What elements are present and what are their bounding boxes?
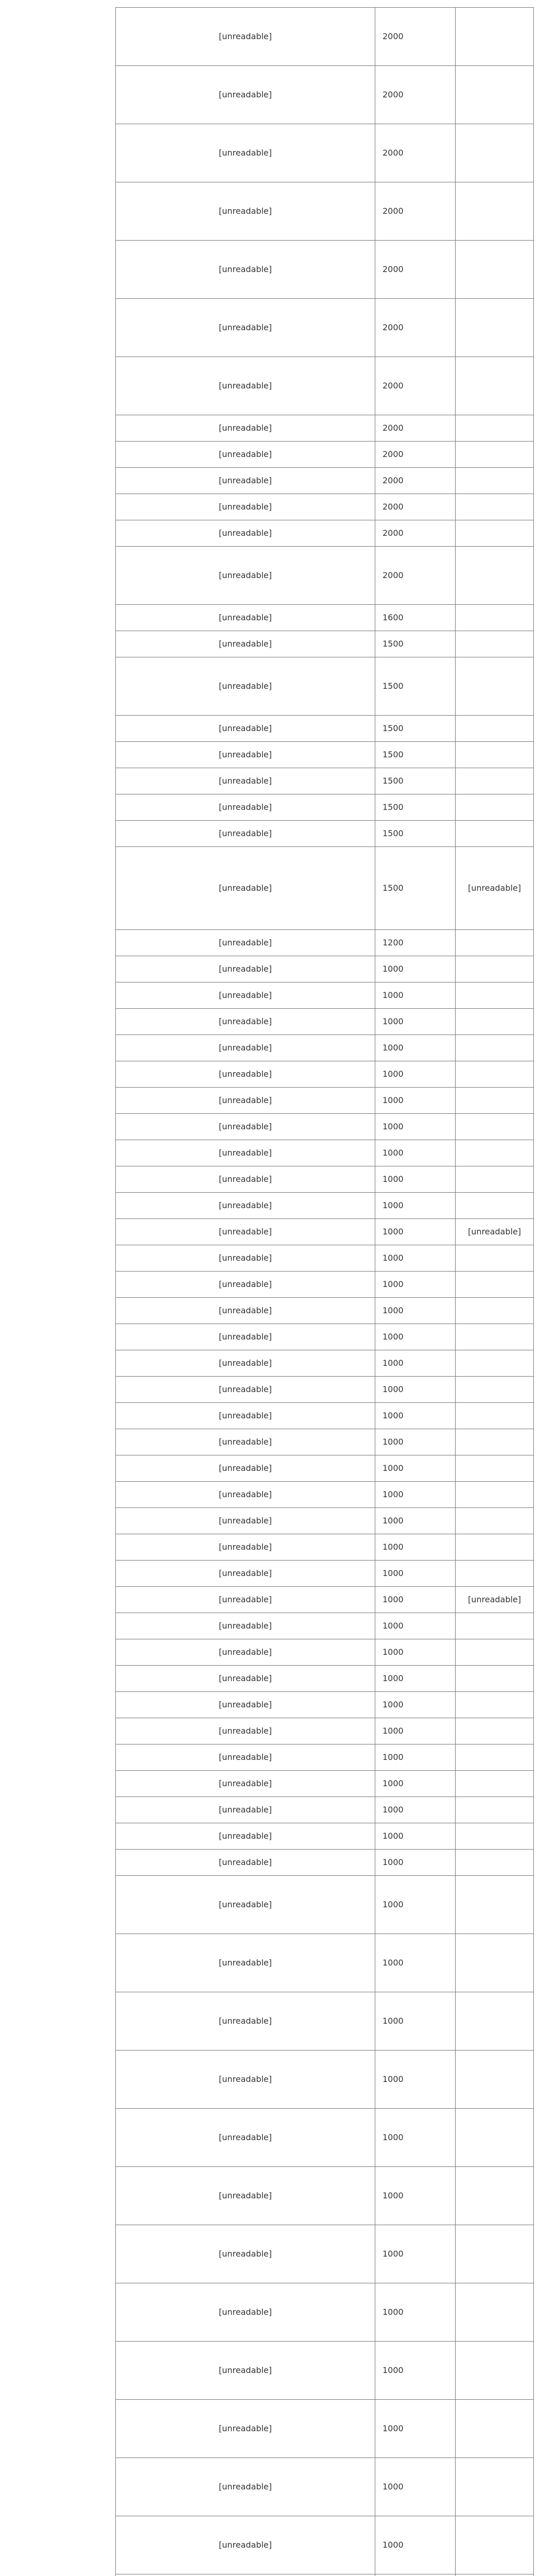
- amount-cell: 1500: [375, 742, 456, 768]
- donor-name-cell: [unreadable]: [116, 1272, 375, 1298]
- amount-cell: 2000: [375, 299, 456, 357]
- table-row: [116, 1482, 534, 1508]
- table-row: [116, 1797, 534, 1823]
- table-row: [116, 124, 534, 182]
- amount-cell: 1600: [375, 605, 456, 631]
- donor-name-cell: [unreadable]: [116, 415, 375, 442]
- amount-cell: 2000: [375, 520, 456, 547]
- table-row: [116, 930, 534, 956]
- donor-name-cell: [unreadable]: [116, 547, 375, 605]
- table-row: [116, 520, 534, 547]
- amount-cell: 1000: [375, 1823, 456, 1850]
- note-cell: [456, 1088, 534, 1114]
- note-cell: [456, 2516, 534, 2574]
- note-cell: [456, 66, 534, 124]
- amount-cell: 1000: [375, 1009, 456, 1035]
- donor-name-cell: [unreadable]: [116, 605, 375, 631]
- note-cell: [unreadable]: [456, 1587, 534, 1613]
- donor-name-cell: [unreadable]: [116, 1193, 375, 1219]
- donor-name-cell: [unreadable]: [116, 2516, 375, 2574]
- amount-cell: 1000: [375, 1350, 456, 1377]
- note-cell: [456, 1009, 534, 1035]
- note-cell: [456, 1035, 534, 1061]
- donor-name-cell: [unreadable]: [116, 930, 375, 956]
- donor-name-cell: [unreadable]: [116, 2050, 375, 2109]
- amount-cell: 1000: [375, 1114, 456, 1140]
- amount-cell: 1000: [375, 1744, 456, 1771]
- note-cell: [456, 1377, 534, 1403]
- amount-cell: 1500: [375, 631, 456, 657]
- note-cell: [456, 1561, 534, 1587]
- note-cell: [456, 1429, 534, 1455]
- table-row: [116, 2574, 534, 2576]
- note-cell: [456, 1350, 534, 1377]
- table-row: [116, 631, 534, 657]
- amount-cell: 1500: [375, 821, 456, 847]
- amount-cell: 1000: [375, 982, 456, 1009]
- amount-cell: 2000: [375, 468, 456, 494]
- amount-cell: 1000: [375, 1666, 456, 1692]
- amount-cell: 1000: [375, 1639, 456, 1666]
- note-cell: [456, 1061, 534, 1088]
- amount-cell: 1000: [375, 1587, 456, 1613]
- table-row: [116, 1666, 534, 1692]
- donor-name-cell: [unreadable]: [116, 2283, 375, 2342]
- note-cell: [456, 1403, 534, 1429]
- table-row: [116, 2167, 534, 2225]
- donor-name-cell: [unreadable]: [116, 1009, 375, 1035]
- amount-cell: 1000: [375, 1219, 456, 1245]
- amount-cell: 1000: [375, 1934, 456, 1992]
- donor-name-cell: [unreadable]: [116, 1850, 375, 1876]
- table-row: [116, 1193, 534, 1219]
- donor-name-cell: [unreadable]: [116, 631, 375, 657]
- table-row: [116, 1771, 534, 1797]
- donor-name-cell: [unreadable]: [116, 2167, 375, 2225]
- table-row: [116, 1692, 534, 1718]
- table-row: [116, 1061, 534, 1088]
- amount-cell: 1000: [375, 1876, 456, 1934]
- note-cell: [456, 1613, 534, 1639]
- note-cell: [456, 742, 534, 768]
- donor-name-cell: [unreadable]: [116, 742, 375, 768]
- note-cell: [456, 1639, 534, 1666]
- note-cell: [456, 124, 534, 182]
- table-row: [116, 1455, 534, 1482]
- table-row: [116, 847, 534, 930]
- donor-name-cell: [unreadable]: [116, 847, 375, 930]
- donor-name-cell: [unreadable]: [116, 956, 375, 982]
- table-row: [116, 1429, 534, 1455]
- table-row: [116, 1035, 534, 1061]
- table-row: [116, 1298, 534, 1324]
- note-cell: [456, 1508, 534, 1534]
- note-cell: [456, 716, 534, 742]
- table-row: [116, 2283, 534, 2342]
- note-cell: [456, 1934, 534, 1992]
- amount-cell: 1000: [375, 2167, 456, 2225]
- donor-name-cell: [unreadable]: [116, 1377, 375, 1403]
- table-row: [116, 2400, 534, 2458]
- amount-cell: 2000: [375, 124, 456, 182]
- note-cell: [456, 547, 534, 605]
- table-row: [116, 357, 534, 415]
- amount-cell: 1000: [375, 1193, 456, 1219]
- note-cell: [456, 1718, 534, 1744]
- note-cell: [456, 1823, 534, 1850]
- note-cell: [456, 2225, 534, 2283]
- donor-name-cell: [unreadable]: [116, 1350, 375, 1377]
- note-cell: [456, 2574, 534, 2576]
- donor-name-cell: [unreadable]: [116, 1166, 375, 1193]
- amount-cell: 1000: [375, 1797, 456, 1823]
- amount-cell: 1000: [375, 1061, 456, 1088]
- donor-name-cell: [unreadable]: [116, 1482, 375, 1508]
- donor-name-cell: [unreadable]: [116, 357, 375, 415]
- table-row: [116, 1324, 534, 1350]
- note-cell: [456, 1482, 534, 1508]
- note-cell: [456, 357, 534, 415]
- note-cell: [456, 1114, 534, 1140]
- donor-name-cell: [unreadable]: [116, 1061, 375, 1088]
- table-row: [116, 1534, 534, 1561]
- donor-name-cell: [unreadable]: [116, 1666, 375, 1692]
- donor-name-cell: [unreadable]: [116, 1613, 375, 1639]
- note-cell: [456, 2167, 534, 2225]
- table-row: [116, 821, 534, 847]
- amount-cell: [375, 2574, 456, 2576]
- table-row: [116, 768, 534, 794]
- note-cell: [456, 182, 534, 241]
- note-cell: [456, 1193, 534, 1219]
- note-cell: [456, 1850, 534, 1876]
- table-row: [116, 605, 534, 631]
- amount-cell: 1000: [375, 1088, 456, 1114]
- table-row: [116, 1876, 534, 1934]
- amount-cell: 1000: [375, 1692, 456, 1718]
- donor-name-cell: [unreadable]: [116, 821, 375, 847]
- table-row: [116, 299, 534, 357]
- note-cell: [456, 442, 534, 468]
- note-cell: [456, 631, 534, 657]
- amount-cell: 1000: [375, 1508, 456, 1534]
- amount-cell: 2000: [375, 8, 456, 66]
- donation-table-body: [116, 8, 534, 2576]
- donor-name-cell: [unreadable]: [116, 299, 375, 357]
- amount-cell: 2000: [375, 357, 456, 415]
- note-cell: [456, 299, 534, 357]
- donor-name-cell: [unreadable]: [116, 1508, 375, 1534]
- donor-name-cell: [unreadable]: [116, 66, 375, 124]
- donor-name-cell: [unreadable]: [116, 2342, 375, 2400]
- donor-name-cell: [unreadable]: [116, 442, 375, 468]
- note-cell: [unreadable]: [456, 1219, 534, 1245]
- table-row: [116, 241, 534, 299]
- amount-cell: 2000: [375, 415, 456, 442]
- note-cell: [456, 2458, 534, 2516]
- donor-name-cell: [unreadable]: [116, 1744, 375, 1771]
- note-cell: [456, 1455, 534, 1482]
- amount-cell: 1000: [375, 1455, 456, 1482]
- note-cell: [456, 520, 534, 547]
- note-cell: [456, 1272, 534, 1298]
- note-cell: [456, 2400, 534, 2458]
- amount-cell: 1000: [375, 1534, 456, 1561]
- donor-name-cell: [unreadable]: [116, 1797, 375, 1823]
- donor-name-cell: [unreadable]: [116, 657, 375, 716]
- table-row: [116, 1934, 534, 1992]
- table-row: [116, 2109, 534, 2167]
- note-cell: [456, 1245, 534, 1272]
- donor-name-cell: [unreadable]: [116, 1403, 375, 1429]
- table-row: [116, 468, 534, 494]
- table-row: [116, 2050, 534, 2109]
- amount-cell: 2000: [375, 241, 456, 299]
- note-cell: [456, 930, 534, 956]
- amount-cell: 2000: [375, 442, 456, 468]
- table-row: [116, 1114, 534, 1140]
- donor-name-cell: [unreadable]: [116, 1455, 375, 1482]
- table-row: [116, 494, 534, 520]
- table-row: [116, 1823, 534, 1850]
- donor-name-cell: [unreadable]: [116, 1088, 375, 1114]
- amount-cell: 2000: [375, 494, 456, 520]
- table-row: [116, 794, 534, 821]
- amount-cell: 1000: [375, 2283, 456, 2342]
- note-cell: [456, 1534, 534, 1561]
- donor-name-cell: [116, 2574, 375, 2576]
- note-cell: [456, 494, 534, 520]
- table-row: [116, 1088, 534, 1114]
- note-cell: [456, 1771, 534, 1797]
- donor-name-cell: [unreadable]: [116, 982, 375, 1009]
- amount-cell: 1000: [375, 2516, 456, 2574]
- donor-name-cell: [unreadable]: [116, 1298, 375, 1324]
- donor-name-cell: [unreadable]: [116, 2458, 375, 2516]
- amount-cell: 1000: [375, 956, 456, 982]
- donation-table: [115, 7, 534, 2576]
- table-row: [116, 1219, 534, 1245]
- amount-cell: 1000: [375, 2458, 456, 2516]
- donor-name-cell: [unreadable]: [116, 2109, 375, 2167]
- amount-cell: 1000: [375, 1850, 456, 1876]
- donor-name-cell: [unreadable]: [116, 1324, 375, 1350]
- table-row: [116, 8, 534, 66]
- table-row: [116, 2458, 534, 2516]
- donor-name-cell: [unreadable]: [116, 716, 375, 742]
- amount-cell: 1500: [375, 794, 456, 821]
- note-cell: [456, 1298, 534, 1324]
- table-row: [116, 1718, 534, 1744]
- note-cell: [456, 1666, 534, 1692]
- donor-name-cell: [unreadable]: [116, 182, 375, 241]
- note-cell: [456, 1166, 534, 1193]
- amount-cell: 1000: [375, 1298, 456, 1324]
- amount-cell: 1000: [375, 1429, 456, 1455]
- amount-cell: 1000: [375, 1140, 456, 1166]
- amount-cell: 1000: [375, 1324, 456, 1350]
- donor-name-cell: [unreadable]: [116, 1934, 375, 1992]
- note-cell: [456, 821, 534, 847]
- note-cell: [456, 605, 534, 631]
- donor-name-cell: [unreadable]: [116, 1771, 375, 1797]
- note-cell: [456, 768, 534, 794]
- note-cell: [456, 468, 534, 494]
- table-row: [116, 547, 534, 605]
- amount-cell: 1000: [375, 1166, 456, 1193]
- amount-cell: 1000: [375, 1771, 456, 1797]
- amount-cell: 2000: [375, 182, 456, 241]
- donor-name-cell: [unreadable]: [116, 1718, 375, 1744]
- amount-cell: 1500: [375, 768, 456, 794]
- note-cell: [456, 956, 534, 982]
- amount-cell: 1200: [375, 930, 456, 956]
- donor-name-cell: [unreadable]: [116, 1035, 375, 1061]
- note-cell: [456, 1797, 534, 1823]
- note-cell: [456, 1876, 534, 1934]
- table-row: [116, 982, 534, 1009]
- table-row: [116, 1587, 534, 1613]
- amount-cell: 1000: [375, 2400, 456, 2458]
- note-cell: [456, 8, 534, 66]
- amount-cell: 1000: [375, 2050, 456, 2109]
- donor-name-cell: [unreadable]: [116, 768, 375, 794]
- table-row: [116, 1140, 534, 1166]
- amount-cell: 1000: [375, 1377, 456, 1403]
- donor-name-cell: [unreadable]: [116, 1114, 375, 1140]
- table-row: [116, 1613, 534, 1639]
- table-row: [116, 2342, 534, 2400]
- table-row: [116, 1561, 534, 1587]
- note-cell: [456, 1324, 534, 1350]
- table-row: [116, 657, 534, 716]
- donor-name-cell: [unreadable]: [116, 520, 375, 547]
- note-cell: [456, 2342, 534, 2400]
- donor-name-cell: [unreadable]: [116, 468, 375, 494]
- donor-name-cell: [unreadable]: [116, 241, 375, 299]
- note-cell: [456, 1992, 534, 2050]
- amount-cell: 1000: [375, 1992, 456, 2050]
- table-row: [116, 1508, 534, 1534]
- donor-name-cell: [unreadable]: [116, 1876, 375, 1934]
- donor-name-cell: [unreadable]: [116, 1992, 375, 2050]
- donor-name-cell: [unreadable]: [116, 1561, 375, 1587]
- donor-name-cell: [unreadable]: [116, 2225, 375, 2283]
- note-cell: [456, 982, 534, 1009]
- table-row: [116, 1245, 534, 1272]
- note-cell: [456, 1744, 534, 1771]
- table-row: [116, 1272, 534, 1298]
- note-cell: [456, 657, 534, 716]
- amount-cell: 1000: [375, 1561, 456, 1587]
- table-row: [116, 1377, 534, 1403]
- note-cell: [456, 794, 534, 821]
- amount-cell: 1000: [375, 2342, 456, 2400]
- donor-name-cell: [unreadable]: [116, 1823, 375, 1850]
- table-row: [116, 1992, 534, 2050]
- note-cell: [456, 241, 534, 299]
- amount-cell: 1500: [375, 657, 456, 716]
- donor-name-cell: [unreadable]: [116, 494, 375, 520]
- amount-cell: 1500: [375, 716, 456, 742]
- table-row: [116, 1009, 534, 1035]
- table-row: [116, 66, 534, 124]
- note-cell: [456, 1140, 534, 1166]
- table-row: [116, 442, 534, 468]
- table-row: [116, 1639, 534, 1666]
- donor-name-cell: [unreadable]: [116, 794, 375, 821]
- amount-cell: 1000: [375, 2109, 456, 2167]
- table-row: [116, 1850, 534, 1876]
- amount-cell: 1000: [375, 2225, 456, 2283]
- table-row: [116, 182, 534, 241]
- table-row: [116, 716, 534, 742]
- amount-cell: 1000: [375, 1035, 456, 1061]
- table-row: [116, 1350, 534, 1377]
- donor-name-cell: [unreadable]: [116, 1429, 375, 1455]
- note-cell: [456, 2283, 534, 2342]
- table-row: [116, 742, 534, 768]
- table-row: [116, 1744, 534, 1771]
- note-cell: [456, 2109, 534, 2167]
- table-row: [116, 1166, 534, 1193]
- note-cell: [456, 1692, 534, 1718]
- table-row: [116, 2225, 534, 2283]
- donor-name-cell: [unreadable]: [116, 1534, 375, 1561]
- note-cell: [unreadable]: [456, 847, 534, 930]
- donor-name-cell: [unreadable]: [116, 1219, 375, 1245]
- amount-cell: 1500: [375, 847, 456, 930]
- donor-name-cell: [unreadable]: [116, 1140, 375, 1166]
- amount-cell: 1000: [375, 1403, 456, 1429]
- table-row: [116, 1403, 534, 1429]
- donor-name-cell: [unreadable]: [116, 2400, 375, 2458]
- amount-cell: 1000: [375, 1482, 456, 1508]
- amount-cell: 1000: [375, 1718, 456, 1744]
- donor-name-cell: [unreadable]: [116, 1245, 375, 1272]
- donor-name-cell: [unreadable]: [116, 1639, 375, 1666]
- table-row: [116, 956, 534, 982]
- donor-name-cell: [unreadable]: [116, 1692, 375, 1718]
- amount-cell: 1000: [375, 1272, 456, 1298]
- amount-cell: 2000: [375, 547, 456, 605]
- donor-name-cell: [unreadable]: [116, 124, 375, 182]
- amount-cell: 1000: [375, 1245, 456, 1272]
- note-cell: [456, 415, 534, 442]
- amount-cell: 2000: [375, 66, 456, 124]
- table-row: [116, 2516, 534, 2574]
- donor-name-cell: [unreadable]: [116, 1587, 375, 1613]
- table-row: [116, 415, 534, 442]
- amount-cell: 1000: [375, 1613, 456, 1639]
- donor-name-cell: [unreadable]: [116, 8, 375, 66]
- note-cell: [456, 2050, 534, 2109]
